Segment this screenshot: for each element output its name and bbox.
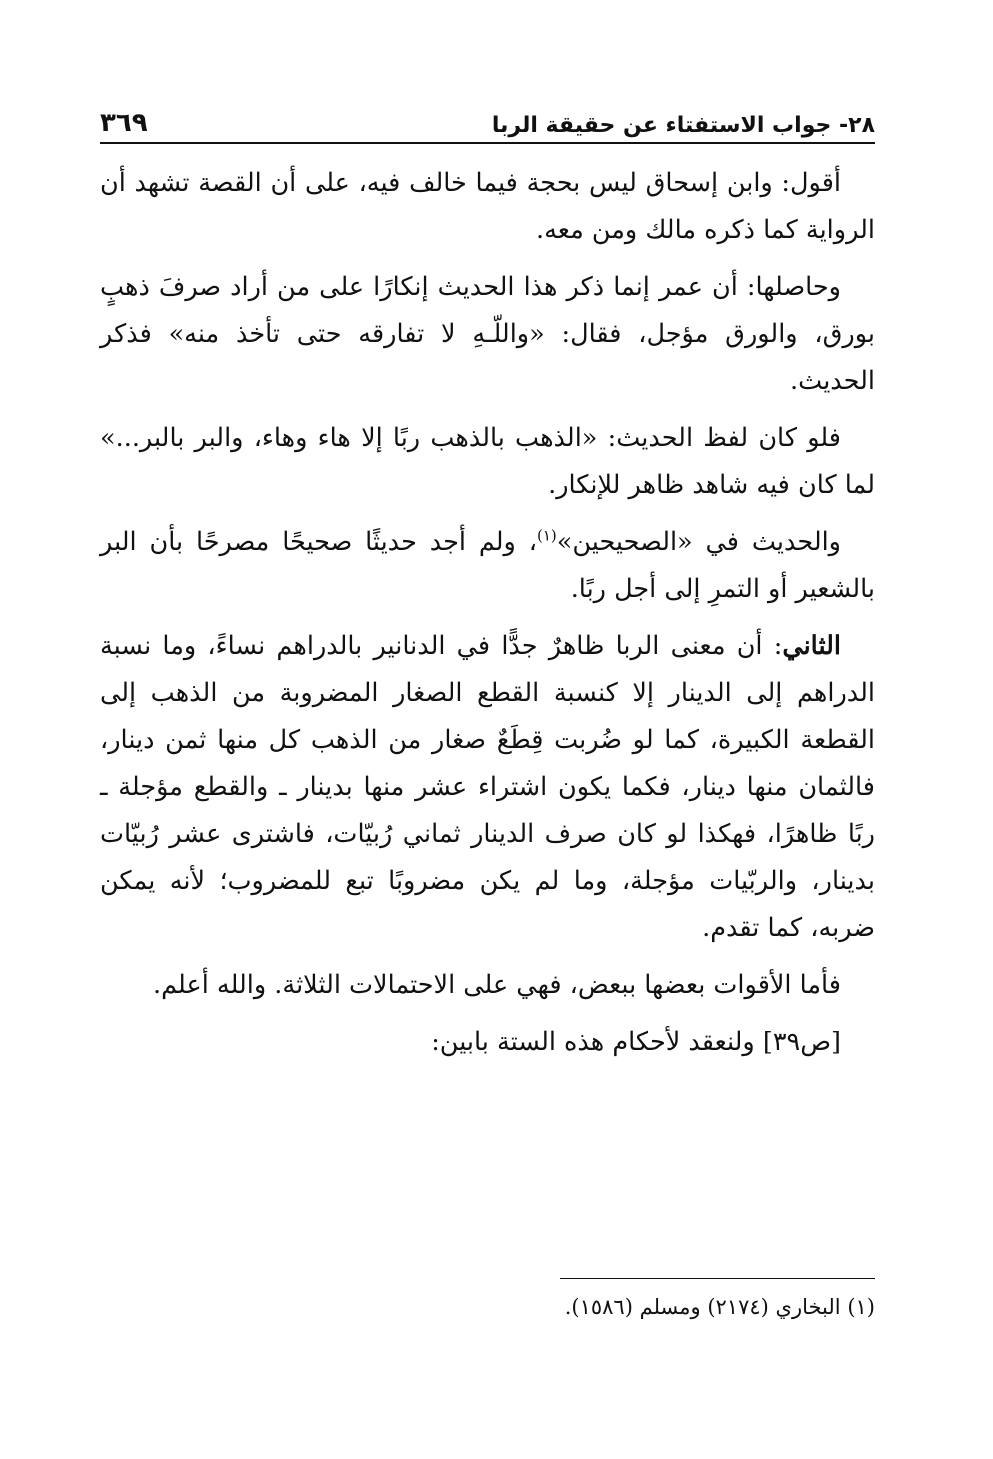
footnote-divider <box>560 1278 875 1279</box>
paragraph-5-text: : أن معنى الربا ظاهرٌ جدًّا في الدنانير بالدراهم نساءً، وما نسبة الدراهم إلى الدينار إلا كنسبة القطع الصغار المضروبة من الذهب إلى القطعة الكبيرة، كما لو ضُربت قِطَعٌ صغار من الذهب كل منها ثمن دينار، فالثمان منها دينار، فكما يكون اشتراء عشر منها بدينار ـ والقطع مؤجلة ـ ربًا ظاهرًا، فهكذا لو كان صرف الدينار ثماني رُبيّات، فاشترى عشر رُبيّات بدينار، والربّيات مؤجلة، وما لم يكن مضروبًا تبع للمضروب؛ لأنه يمكن ضربه، كما تقدم. <box>100 631 875 943</box>
paragraph-1: أقول: وابن إسحاق ليس بحجة فيما خالف فيه، على أن القصة تشهد أن الرواية كما ذكره مالك ومن معه. <box>100 168 875 245</box>
paragraph-4 <box>100 519 875 613</box>
footnote-marker: (١) <box>847 1295 875 1319</box>
paragraph-4-start: والحديث في «الصحيحين» <box>556 527 842 557</box>
body-text <box>100 160 875 1076</box>
paragraph-6: فأما الأقوات بعضها ببعض، فهي على الاحتمالات الثلاثة. والله أعلم. <box>152 970 841 1000</box>
footnote-reference[interactable]: (١) <box>536 526 557 545</box>
footnote-text: البخاري (٢١٧٤) ومسلم (١٥٨٦). <box>564 1295 841 1319</box>
page-number: ٣٦٩ <box>100 108 148 138</box>
paragraph-7: [ص٣٩] ولنعقد لأحكام هذه الستة بابين: <box>431 1027 841 1057</box>
running-header <box>100 98 875 144</box>
footnote-1 <box>100 1290 875 1324</box>
paragraph-4-end: ، ولم أجد حديثًا صحيحًا مصرحًا بأن البر بالشعير أو التمرِ إلى أجل ربًا. <box>100 527 875 604</box>
running-title: ٢٨- جواب الاستفتاء عن حقيقة الربا <box>491 113 875 138</box>
paragraph-3: فلو كان لفظ الحديث: «الذهب بالذهب ربًا إلا هاء وهاء، والبر بالبر...» لما كان فيه شاهد ظاهر للإنكار. <box>100 423 875 500</box>
paragraph-2: وحاصلها: أن عمر إنما ذكر هذا الحديث إنكارًا على من أراد صرفَ ذهبٍ بورق، والورق مؤجل، فقال: «واللّـهِ لا تفارقه حتى تأخذ منه» فذكر الحديث. <box>100 272 875 396</box>
paragraph-5 <box>100 623 875 952</box>
paragraph-5-lead: الثاني <box>782 631 841 661</box>
